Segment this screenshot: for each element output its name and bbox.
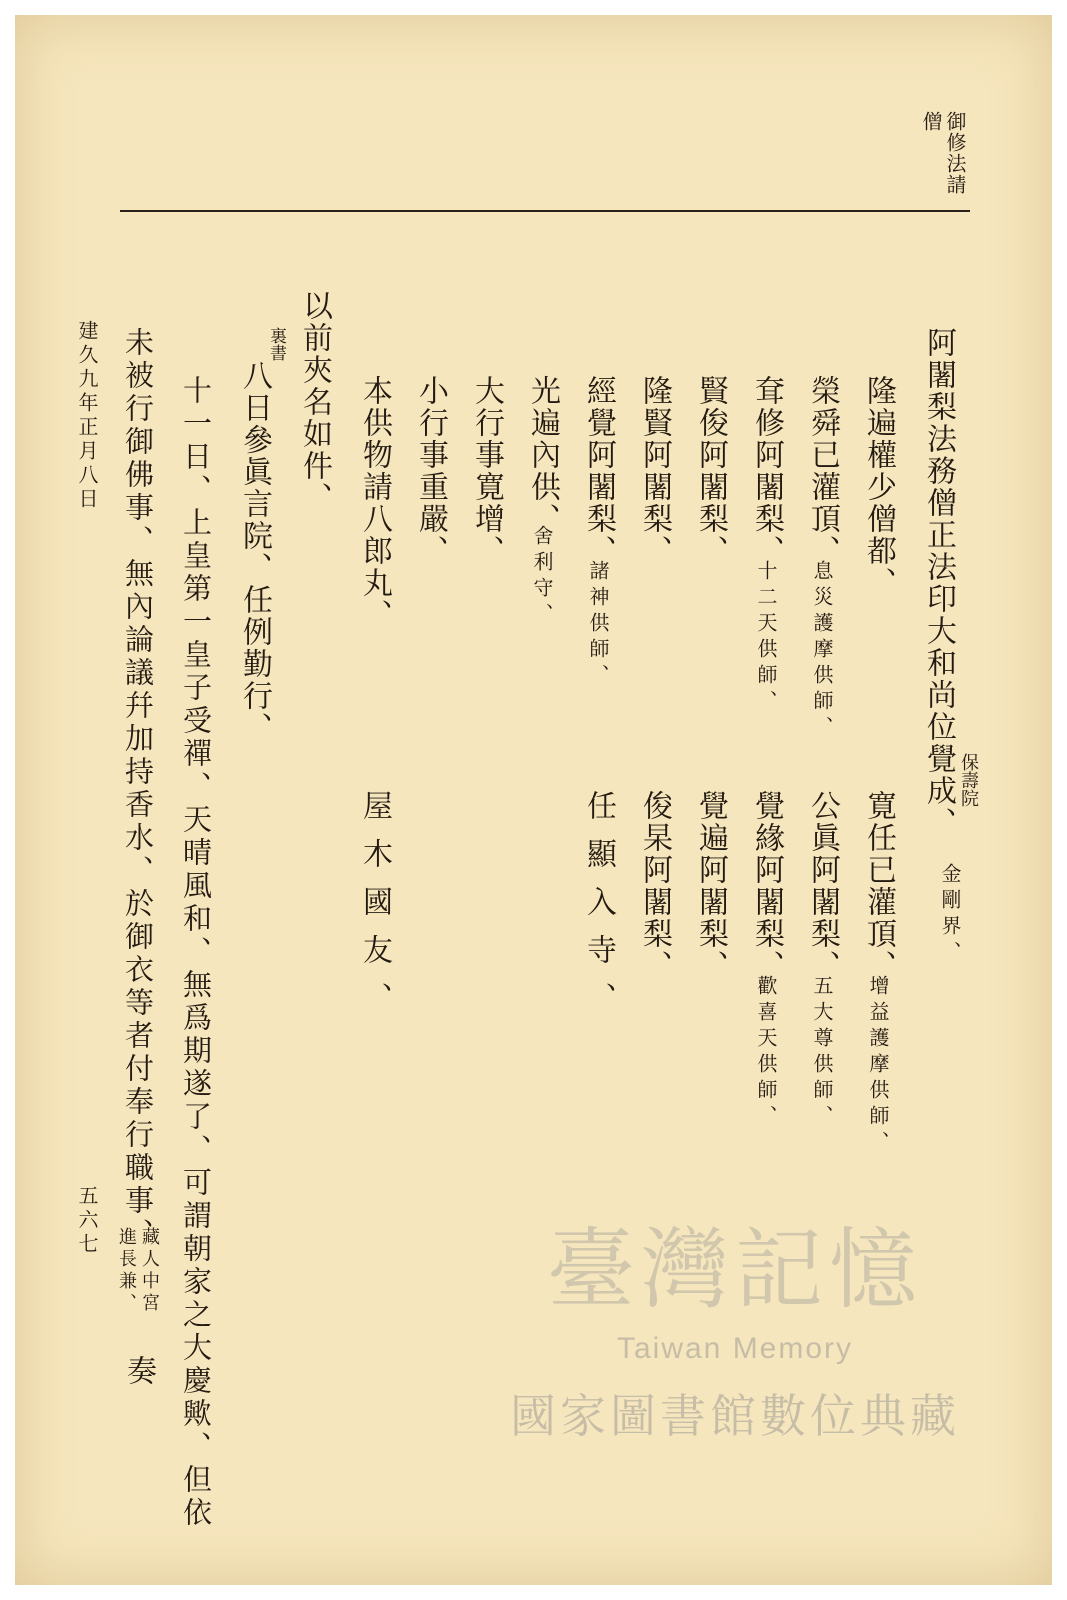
text-column-12: 以前夾名如件、 (297, 290, 332, 514)
text-column-1-note-head: 保壽院 (958, 753, 979, 807)
text-column-10: 小行事重嚴、 (413, 375, 448, 567)
text-column-4: 耷修阿闍梨、 (749, 375, 784, 567)
text-column-5: 賢俊阿闍梨、 (693, 375, 728, 567)
header-rule (120, 210, 970, 212)
text-column-1-note-tail: 金剛界、 (938, 863, 962, 967)
text-column-4-second-note: 歡喜天供師、 (754, 975, 778, 1131)
text-column-15-note-left: 進長兼、 (116, 1227, 137, 1315)
text-column-15-tail: 奏 (121, 1355, 156, 1387)
date-line: 建久九年正月八日 (75, 320, 99, 512)
text-column-3-note: 息災護摩供師、 (810, 560, 834, 742)
text-column-7-second: 任顯入寺、 (581, 790, 616, 1030)
text-column-8: 光遍內供、 (525, 375, 560, 535)
text-column-11-second: 屋木國友、 (357, 790, 392, 1030)
text-column-7-note: 諸神供師、 (586, 560, 610, 690)
text-column-6-second: 俊杲阿闍梨、 (637, 790, 672, 982)
header-line-1: 御修法請 (943, 111, 967, 195)
text-column-5-second: 覺遍阿闍梨、 (693, 790, 728, 982)
text-column-4-second: 覺緣阿闍梨、 (749, 790, 784, 982)
text-column-3: 榮舜已灌頂、 (805, 375, 840, 567)
text-column-8-note: 舍利守、 (530, 525, 554, 629)
text-column-15: 未被行御佛事、無內論議幷加持香水、於御衣等者付奉行職事、 (121, 327, 155, 1251)
text-column-13-annotation: 裏書 (266, 327, 286, 361)
header-line-2: 僧 (919, 111, 943, 132)
watermark-title: 臺灣記憶 (546, 1218, 923, 1321)
text-column-1: 阿闍梨法務僧正法印大和尚位覺成、 (921, 327, 956, 839)
text-column-3-second: 公眞阿闍梨、 (805, 790, 840, 982)
text-column-7: 經覺阿闍梨、 (581, 375, 616, 567)
watermark (475, 1200, 995, 1460)
page-number: 五六七 (75, 1185, 99, 1257)
text-column-6: 隆賢阿闍梨、 (637, 375, 672, 567)
text-column-15-note-right: 藏人中宮 (139, 1227, 160, 1315)
text-column-4-note: 十二天供師、 (754, 560, 778, 716)
watermark-org: 國家圖書館數位典藏 (510, 1389, 960, 1443)
watermark-subtitle: Taiwan Memory (616, 1332, 854, 1365)
text-column-2: 隆遍權少僧都、 (861, 375, 896, 599)
text-column-14: 十一日、上皇第一皇子受禪、天晴風和、無爲期遂了、可謂朝家之大慶歟、但依 (179, 375, 213, 1530)
text-column-2-second-note: 增益護摩供師、 (866, 975, 890, 1157)
text-column-9: 大行事寛增、 (469, 375, 504, 567)
text-column-3-second-note: 五大尊供師、 (810, 975, 834, 1131)
document-page (15, 15, 1052, 1585)
text-column-2-second: 寛任已灌頂、 (861, 790, 896, 982)
text-column-13: 八日參眞言院、任例勤行、 (237, 360, 272, 744)
text-column-11: 本供物請八郎丸、 (357, 375, 392, 631)
